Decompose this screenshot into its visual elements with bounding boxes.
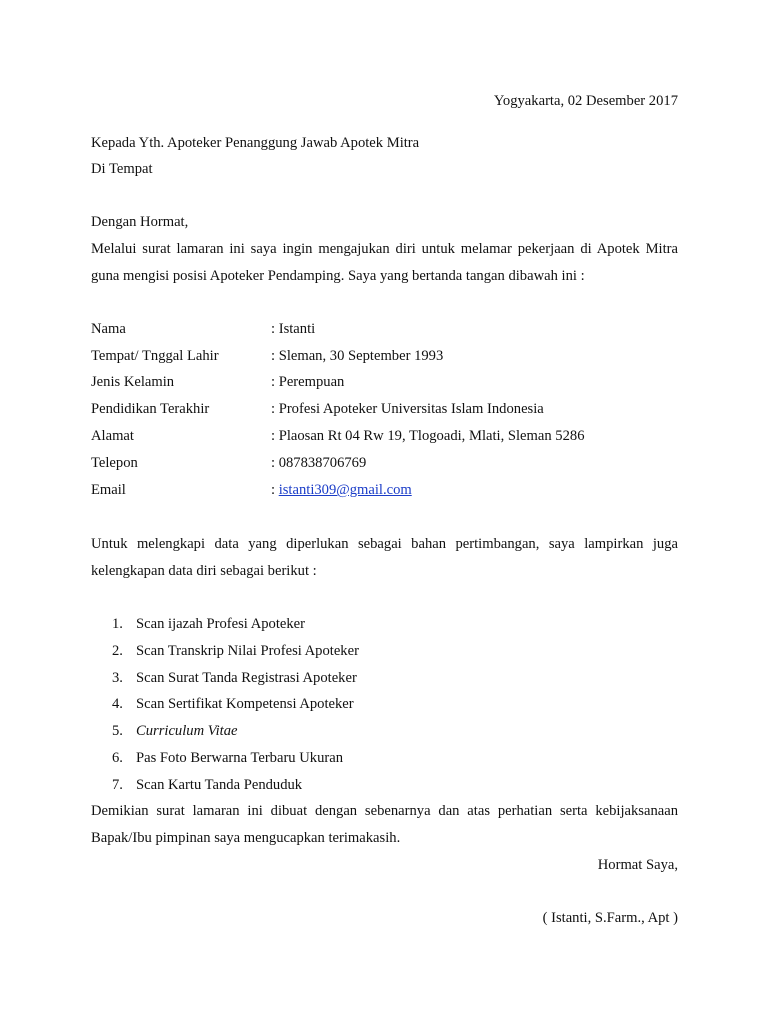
detail-label-address: Alamat xyxy=(91,428,134,444)
detail-value-ttl: : Sleman, 30 September 1993 xyxy=(271,348,444,364)
detail-value-nama: : Istanti xyxy=(271,321,316,337)
list-item-number: 6. xyxy=(112,750,123,766)
signature-name: ( Istanti, S.Farm., Apt ) xyxy=(542,910,678,926)
list-item: Scan Surat Tanda Registrasi Apoteker xyxy=(136,670,357,686)
sign-off: Hormat Saya, xyxy=(597,857,678,873)
detail-label-nama: Nama xyxy=(91,321,126,337)
greeting: Dengan Hormat, xyxy=(91,214,189,230)
detail-value-education: : Profesi Apoteker Universitas Islam Indonesia xyxy=(271,401,544,417)
letter-page xyxy=(91,0,678,1024)
detail-value-gender: : Perempuan xyxy=(271,374,345,390)
detail-value-email xyxy=(271,481,412,499)
list-item-number: 3. xyxy=(112,670,123,686)
list-item: Scan Kartu Tanda Penduduk xyxy=(136,777,303,793)
recipient-line-1: Kepada Yth. Apoteker Penanggung Jawab Apotek Mitra xyxy=(91,135,420,151)
list-item: Scan Transkrip Nilai Profesi Apoteker xyxy=(136,643,359,659)
detail-label-phone: Telepon xyxy=(91,455,138,471)
intro-line-2: guna mengisi posisi Apoteker Pendamping. Saya yang bertanda tangan dibawah ini : xyxy=(91,268,585,284)
intro-line-1: Melalui surat lamaran ini saya ingin mengajukan diri untuk melamar pekerjaan di Apotek Mitra xyxy=(91,241,678,257)
attachments-intro-line-1: Untuk melengkapi data yang diperlukan sebagai bahan pertimbangan, saya lampirkan juga xyxy=(91,536,678,552)
detail-value-address: : Plaosan Rt 04 Rw 19, Tlogoadi, Mlati, Sleman 5286 xyxy=(271,428,585,444)
closing-line-2: Bapak/Ibu pimpinan saya mengucapkan terimakasih. xyxy=(91,830,401,846)
date-line: Yogyakarta, 02 Desember 2017 xyxy=(493,93,678,109)
attachments-intro-line-2: kelengkapan data diri sebagai berikut : xyxy=(91,563,317,579)
email-link[interactable]: istanti309@gmail.com xyxy=(278,482,412,498)
list-item-number: 2. xyxy=(112,643,123,659)
email-prefix: : xyxy=(271,482,279,498)
detail-label-ttl: Tempat/ Tnggal Lahir xyxy=(91,348,219,364)
list-item-number: 7. xyxy=(112,777,123,793)
recipient-line-2: Di Tempat xyxy=(91,161,153,177)
list-item: Scan Sertifikat Kompetensi Apoteker xyxy=(136,696,354,712)
list-item: Pas Foto Berwarna Terbaru Ukuran xyxy=(136,750,344,766)
detail-value-phone: : 087838706769 xyxy=(271,455,367,471)
list-item: Curriculum Vitae xyxy=(136,723,238,739)
detail-label-gender: Jenis Kelamin xyxy=(91,374,175,390)
closing-line-1: Demikian surat lamaran ini dibuat dengan sebenarnya dan atas perhatian serta kebijaksanaan xyxy=(91,803,678,819)
list-item: Scan ijazah Profesi Apoteker xyxy=(136,616,305,632)
list-item-number: 4. xyxy=(112,696,123,712)
list-item-number: 1. xyxy=(112,616,123,632)
detail-label-email: Email xyxy=(91,482,126,498)
list-item-number: 5. xyxy=(112,723,123,739)
detail-label-education: Pendidikan Terakhir xyxy=(91,401,210,417)
